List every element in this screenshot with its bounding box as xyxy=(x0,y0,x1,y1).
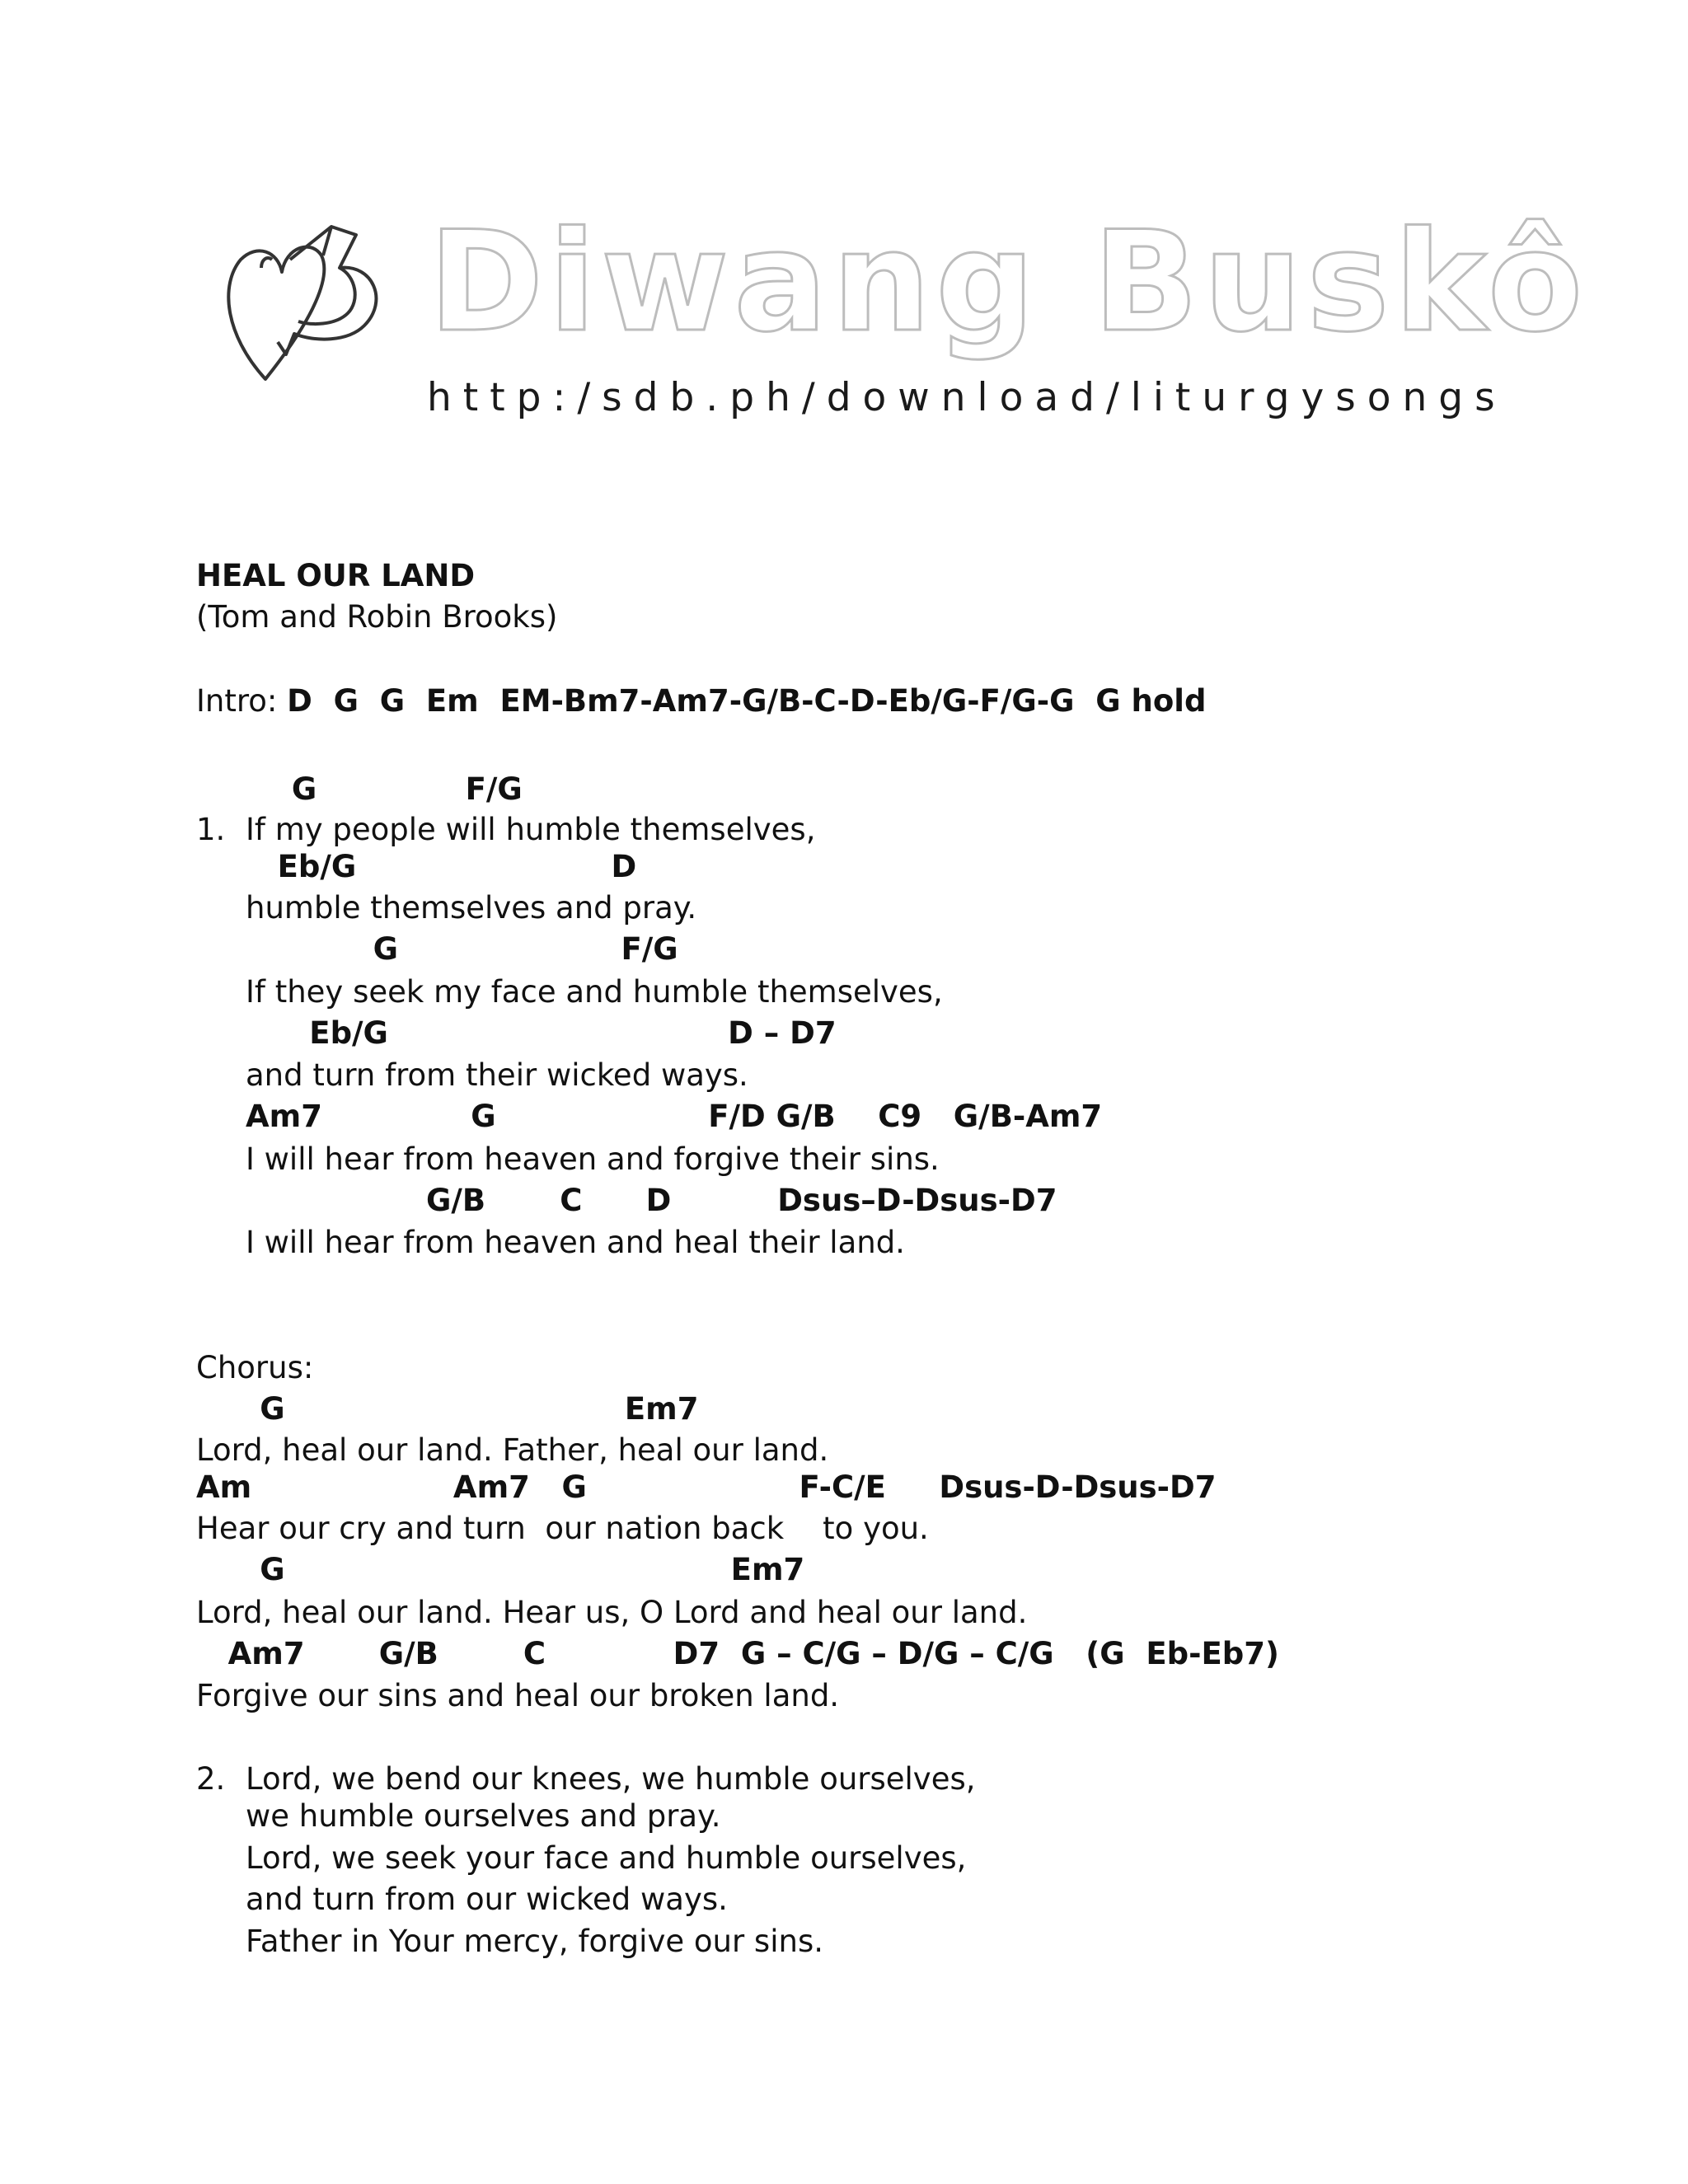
lyric-line: humble themselves and pray. xyxy=(246,890,697,926)
brand-text: Diwang Buskô xyxy=(429,201,1588,363)
chord-line: Am7 G/B C D7 G – C/G – D/G – C/G (G Eb-Eb7) xyxy=(196,1636,1279,1671)
chord-line: Am Am7 G F-C/E Dsus-D-Dsus-D7 xyxy=(196,1469,1217,1505)
chord-line: G F/G xyxy=(246,931,678,967)
song-title: HEAL OUR LAND xyxy=(196,558,476,593)
lyric-line: If my people will humble themselves, xyxy=(246,812,816,847)
verse-2-number: 2. xyxy=(196,1761,226,1797)
chord-line: G/B C D Dsus–D-Dsus-D7 xyxy=(246,1183,1057,1218)
verse-1-number: 1. xyxy=(196,812,226,847)
lyric-line: I will hear from heaven and forgive their sins. xyxy=(246,1141,940,1177)
lyric-line: and turn from our wicked ways. xyxy=(246,1882,728,1917)
lyric-line: Lord, we seek your face and humble ourselves, xyxy=(246,1840,967,1876)
chord-line: G Em7 xyxy=(196,1391,699,1427)
brand-title xyxy=(429,201,1588,363)
chord-line: Am7 G F/D G/B C9 G/B-Am7 xyxy=(246,1099,1103,1134)
lyric-line: Father in Your mercy, forgive our sins. xyxy=(246,1924,823,1959)
chord-line: G Em7 xyxy=(196,1552,805,1587)
lyric-line: Lord, heal our land. Hear us, O Lord and heal our land. xyxy=(196,1595,1028,1630)
lyric-line: I will hear from heaven and heal their land. xyxy=(246,1225,905,1260)
intro-chords: D G G Em EM-Bm7-Am7-G/B-C-D-Eb/G-F/G-G G hold xyxy=(287,683,1207,719)
song-authors: (Tom and Robin Brooks) xyxy=(196,599,558,635)
lyric-line: we humble ourselves and pray. xyxy=(246,1798,721,1834)
chord-line: G F/G xyxy=(196,771,523,807)
lyric-line: Lord, we bend our knees, we humble ourselves, xyxy=(246,1761,976,1797)
chord-line: Eb/G D – D7 xyxy=(246,1015,837,1051)
heart-logo-icon xyxy=(216,210,387,383)
lyric-line: Forgive our sins and heal our broken land. xyxy=(196,1678,840,1713)
chorus-label: Chorus: xyxy=(196,1350,314,1385)
lyric-line: Lord, heal our land. Father, heal our land. xyxy=(196,1432,829,1468)
intro-line xyxy=(196,683,1206,719)
source-url: http:/sdb.ph/download/liturgysongs xyxy=(427,375,1507,420)
lyric-line: Hear our cry and turn our nation back to you. xyxy=(196,1511,929,1546)
chord-line: Eb/G D xyxy=(246,849,637,884)
lyric-line: If they seek my face and humble themselves, xyxy=(246,974,943,1010)
intro-label: Intro: xyxy=(196,683,278,719)
lyric-line: and turn from their wicked ways. xyxy=(246,1057,748,1093)
